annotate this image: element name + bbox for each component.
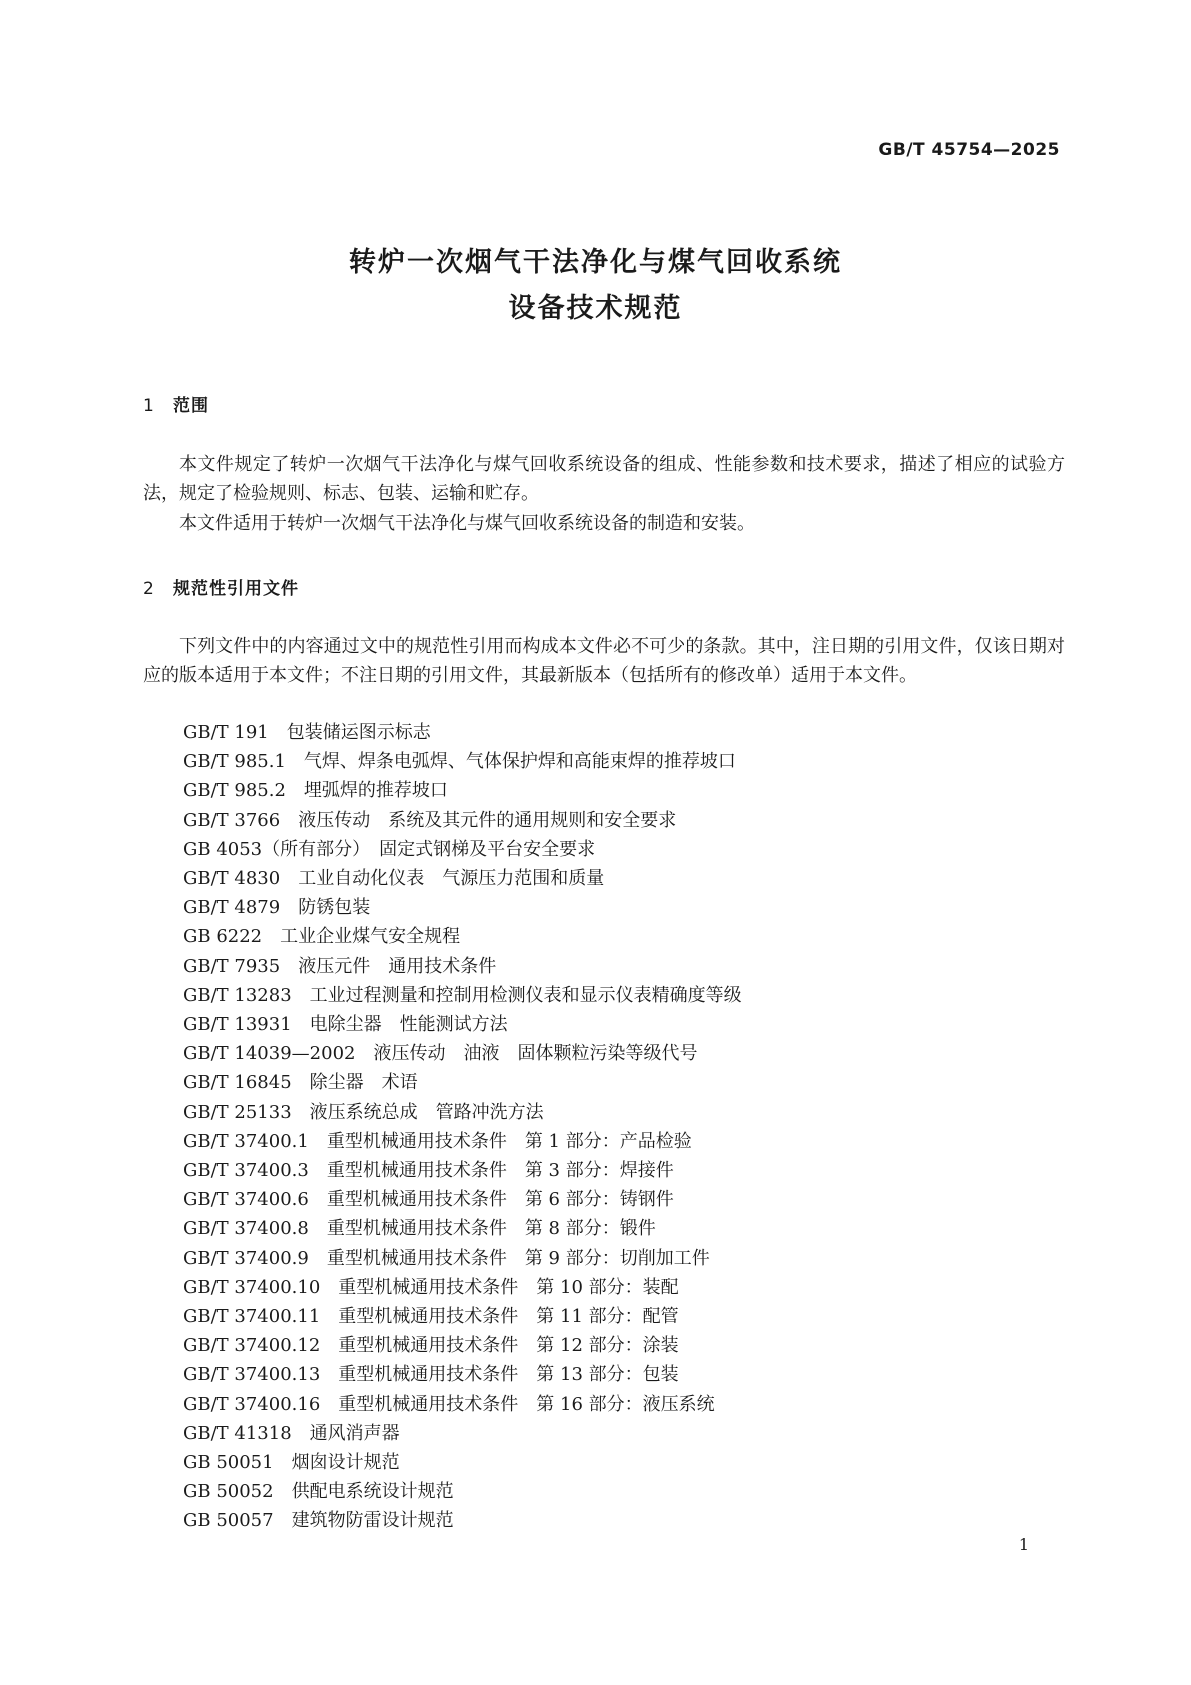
section-title: 规范性引用文件 — [173, 579, 299, 599]
reference-item: GB/T 13931 电除尘器 性能测试方法 — [183, 1014, 508, 1036]
reference-item: GB/T 37400.1 重型机械通用技术条件 第 1 部分：产品检验 — [183, 1130, 692, 1152]
section-title: 范围 — [173, 396, 209, 416]
reference-item: GB/T 14039—2002 液压传动 油液 固体颗粒污染等级代号 — [183, 1043, 698, 1065]
reference-item: GB/T 7935 液压元件 通用技术条件 — [183, 955, 497, 977]
reference-item: GB/T 985.1 气焊、焊条电弧焊、气体保护焊和高能束焊的推荐坡口 — [183, 751, 736, 773]
reference-item: GB/T 37400.13 重型机械通用技术条件 第 13 部分：包装 — [183, 1364, 679, 1386]
reference-item: GB/T 37400.12 重型机械通用技术条件 第 12 部分：涂装 — [183, 1335, 679, 1357]
reference-item: GB/T 25133 液压系统总成 管路冲洗方法 — [183, 1101, 544, 1123]
reference-item: GB 50051 烟囱设计规范 — [183, 1452, 400, 1474]
section-heading-normative-references — [143, 574, 299, 599]
reference-item: GB 6222 工业企业煤气安全规程 — [183, 926, 461, 948]
reference-item: GB/T 41318 通风消声器 — [183, 1422, 400, 1444]
document-title-line-2: 设备技术规范 — [508, 293, 683, 324]
reference-item: GB 4053（所有部分） 固定式钢梯及平台安全要求 — [183, 838, 596, 860]
reference-list — [183, 718, 742, 1536]
section-number: 1 — [143, 396, 155, 416]
reference-item: GB/T 4879 防锈包装 — [183, 897, 371, 919]
reference-item: GB/T 37400.16 重型机械通用技术条件 第 16 部分：液压系统 — [183, 1393, 715, 1415]
reference-item: GB/T 37400.10 重型机械通用技术条件 第 10 部分：装配 — [183, 1276, 679, 1298]
reference-item: GB/T 3766 液压传动 系统及其元件的通用规则和安全要求 — [183, 809, 677, 831]
references-intro-paragraph: 下列文件中的内容通过文中的规范性引用而构成本文件必不可少的条款。其中，注日期的引用文件，仅该日期对应的版本适用于本文件；不注日期的引用文件，其最新版本（包括所有的修改单）适用于本文件。 — [143, 636, 1065, 686]
scope-paragraph-1: 本文件规定了转炉一次烟气干法净化与煤气回收系统设备的组成、性能参数和技术要求，描述了相应的试验方法，规定了检验规则、标志、包装、运输和贮存。 — [143, 454, 1065, 504]
reference-item: GB/T 37400.3 重型机械通用技术条件 第 3 部分：焊接件 — [183, 1160, 674, 1182]
reference-item: GB/T 37400.9 重型机械通用技术条件 第 9 部分：切削加工件 — [183, 1247, 710, 1269]
reference-item: GB/T 16845 除尘器 术语 — [183, 1072, 418, 1094]
page-number: 1 — [1018, 1535, 1029, 1554]
standard-code: GB/T 45754—2025 — [878, 140, 1060, 160]
reference-item: GB/T 13283 工业过程测量和控制用检测仪表和显示仪表精确度等级 — [183, 984, 742, 1006]
reference-item: GB 50052 供配电系统设计规范 — [183, 1481, 454, 1503]
reference-item: GB/T 985.2 埋弧焊的推荐坡口 — [183, 780, 448, 802]
document-title — [0, 240, 1191, 332]
reference-item: GB/T 37400.8 重型机械通用技术条件 第 8 部分：锻件 — [183, 1218, 656, 1240]
scope-paragraph-2: 本文件适用于转炉一次烟气干法净化与煤气回收系统设备的制造和安装。 — [179, 513, 755, 534]
reference-item: GB/T 191 包装储运图示标志 — [183, 722, 431, 743]
reference-item: GB/T 37400.11 重型机械通用技术条件 第 11 部分：配管 — [183, 1306, 679, 1328]
document-title-line-1: 转炉一次烟气干法净化与煤气回收系统 — [349, 247, 842, 278]
reference-item: GB 50057 建筑物防雷设计规范 — [183, 1510, 454, 1532]
reference-item: GB/T 37400.6 重型机械通用技术条件 第 6 部分：铸钢件 — [183, 1189, 674, 1211]
section-heading-scope — [143, 391, 209, 416]
reference-item: GB/T 4830 工业自动化仪表 气源压力范围和质量 — [183, 868, 605, 890]
section-number: 2 — [143, 579, 155, 599]
